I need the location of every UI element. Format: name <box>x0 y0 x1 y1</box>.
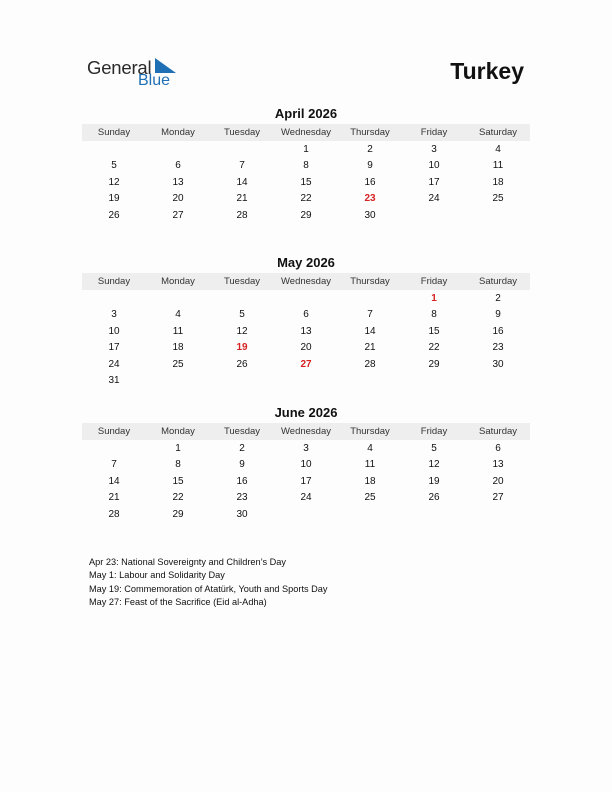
day-cell: 14 <box>364 325 376 337</box>
day-cell: 5 <box>111 160 117 172</box>
month-title: April 2026 <box>274 106 338 121</box>
weekday-label: Saturday <box>478 276 518 287</box>
weekday-label: Friday <box>420 127 448 138</box>
day-cell: 6 <box>303 309 309 321</box>
day-cell: 10 <box>300 459 312 471</box>
weekday-label: Tuesday <box>223 127 261 138</box>
day-cell: 17 <box>300 475 312 487</box>
empty-day-cell <box>402 208 466 224</box>
holiday-note: May 27: Feast of the Sacrifice (Eid al-Adha) <box>89 597 267 608</box>
day-cell: 22 <box>172 492 184 504</box>
holiday-day-cell: 1 <box>431 293 437 304</box>
weekday-label: Friday <box>420 426 448 437</box>
day-cell: 9 <box>367 160 373 172</box>
empty-day-cell <box>146 142 210 158</box>
day-cell: 4 <box>495 144 501 155</box>
empty-day-cell <box>466 373 530 389</box>
day-cell: 16 <box>492 325 504 337</box>
weekday-label: Saturday <box>478 127 518 138</box>
day-cell: 25 <box>364 492 376 504</box>
day-cell: 4 <box>367 443 373 454</box>
empty-day-cell <box>466 507 530 523</box>
day-cell: 21 <box>108 492 120 504</box>
day-cell: 7 <box>239 160 245 172</box>
day-cell: 14 <box>236 176 248 188</box>
day-cell: 18 <box>364 475 376 487</box>
holiday-day-cell: 23 <box>364 193 376 205</box>
holiday-note: May 1: Labour and Solidarity Day <box>89 570 225 581</box>
weekday-label: Wednesday <box>281 276 331 287</box>
generalblue-logo <box>87 55 187 91</box>
day-cell: 9 <box>495 309 501 321</box>
empty-day-cell <box>338 373 402 389</box>
day-cell: 28 <box>108 508 120 520</box>
month-title: May 2026 <box>277 255 335 270</box>
day-cell: 8 <box>303 160 309 172</box>
empty-day-cell <box>210 142 274 158</box>
day-cell: 19 <box>108 193 120 205</box>
day-cell: 18 <box>492 176 504 188</box>
day-cell: 11 <box>172 325 184 337</box>
day-cell: 16 <box>236 475 248 487</box>
weekday-label: Monday <box>161 426 195 437</box>
empty-day-cell <box>274 291 338 307</box>
day-cell: 30 <box>236 508 248 520</box>
weekday-label: Monday <box>161 276 195 287</box>
day-cell: 27 <box>172 209 184 221</box>
empty-day-cell <box>402 507 466 523</box>
day-cell: 5 <box>431 443 437 454</box>
day-cell: 17 <box>428 176 440 188</box>
day-cell: 15 <box>300 176 312 188</box>
holiday-note: May 19: Commemoration of Atatürk, Youth and Sports Day <box>89 583 328 594</box>
day-cell: 12 <box>428 459 440 471</box>
weekday-label: Sunday <box>97 127 131 138</box>
day-cell: 18 <box>172 342 184 354</box>
day-cell: 3 <box>111 309 117 321</box>
day-cell: 6 <box>175 160 181 172</box>
logo-text-blue: Blue <box>138 72 171 89</box>
empty-day-cell <box>274 373 338 389</box>
weekday-label: Wednesday <box>281 127 331 138</box>
day-cell: 25 <box>172 358 184 370</box>
day-grid <box>82 141 530 224</box>
month-may <box>82 255 530 389</box>
day-cell: 30 <box>364 209 376 221</box>
day-cell: 12 <box>108 176 120 188</box>
day-cell: 24 <box>300 492 312 504</box>
weekday-label: Sunday <box>97 276 131 287</box>
holiday-note: Apr 23: National Sovereignty and Children’s Day <box>89 557 286 567</box>
day-cell: 21 <box>236 193 248 205</box>
day-cell: 10 <box>108 325 120 337</box>
empty-day-cell <box>338 507 402 523</box>
day-cell: 11 <box>492 160 504 172</box>
day-cell: 1 <box>175 443 181 454</box>
weekday-label: Thursday <box>350 127 390 138</box>
day-cell: 22 <box>300 193 312 205</box>
day-cell: 30 <box>492 358 504 370</box>
weekday-label: Saturday <box>478 426 518 437</box>
weekday-label: Wednesday <box>281 426 331 437</box>
day-cell: 13 <box>492 459 504 471</box>
holiday-day-cell: 19 <box>236 342 248 354</box>
month-june <box>82 405 530 523</box>
empty-day-cell <box>146 373 210 389</box>
day-cell: 27 <box>492 492 504 504</box>
day-cell: 19 <box>428 475 440 487</box>
day-cell: 29 <box>300 209 312 221</box>
weekday-label: Thursday <box>350 426 390 437</box>
holiday-day-cell: 27 <box>300 358 312 370</box>
logo-text-general: General <box>87 57 152 78</box>
weekday-header <box>82 423 530 440</box>
day-cell: 10 <box>428 160 440 172</box>
day-cell: 5 <box>239 309 245 321</box>
day-cell: 8 <box>175 459 181 471</box>
day-cell: 12 <box>236 325 248 337</box>
day-cell: 1 <box>303 144 309 155</box>
day-cell: 20 <box>492 475 504 487</box>
day-cell: 6 <box>495 443 501 454</box>
empty-day-cell <box>466 208 530 224</box>
weekday-label: Sunday <box>97 426 131 437</box>
day-cell: 29 <box>428 358 440 370</box>
day-cell: 28 <box>364 358 376 370</box>
day-cell: 21 <box>364 342 376 354</box>
day-cell: 28 <box>236 209 248 221</box>
day-cell: 15 <box>428 325 440 337</box>
day-grid <box>82 290 530 389</box>
day-cell: 11 <box>364 459 376 471</box>
day-cell: 2 <box>495 293 501 304</box>
day-cell: 2 <box>367 144 373 155</box>
empty-day-cell <box>210 373 274 389</box>
empty-day-cell <box>146 291 210 307</box>
day-cell: 13 <box>300 325 312 337</box>
day-cell: 15 <box>172 475 184 487</box>
day-cell: 7 <box>111 459 117 471</box>
month-title: June 2026 <box>274 405 338 420</box>
day-cell: 7 <box>367 309 373 321</box>
day-cell: 20 <box>300 342 312 354</box>
day-cell: 9 <box>239 459 245 471</box>
country-title: Turkey <box>450 58 524 84</box>
day-cell: 23 <box>492 342 504 354</box>
day-cell: 24 <box>428 193 440 205</box>
day-cell: 26 <box>236 358 248 370</box>
day-cell: 4 <box>175 309 181 321</box>
empty-day-cell <box>82 291 146 307</box>
weekday-label: Monday <box>161 127 195 138</box>
day-grid <box>82 440 530 523</box>
day-cell: 3 <box>431 144 437 155</box>
day-cell: 17 <box>108 342 120 354</box>
day-cell: 25 <box>492 193 504 205</box>
weekday-header <box>82 124 530 141</box>
day-cell: 29 <box>172 508 184 520</box>
month-april <box>82 106 530 224</box>
empty-day-cell <box>82 142 146 158</box>
day-cell: 31 <box>108 374 120 386</box>
day-cell: 20 <box>172 193 184 205</box>
day-cell: 23 <box>236 492 248 504</box>
day-cell: 24 <box>108 358 120 370</box>
day-cell: 3 <box>303 443 309 454</box>
day-cell: 16 <box>364 176 376 188</box>
weekday-label: Tuesday <box>223 276 261 287</box>
day-cell: 13 <box>172 176 184 188</box>
day-cell: 8 <box>431 309 437 321</box>
weekday-header <box>82 273 530 290</box>
day-cell: 2 <box>239 443 245 454</box>
weekday-label: Tuesday <box>223 426 261 437</box>
empty-day-cell <box>210 291 274 307</box>
empty-day-cell <box>82 441 146 457</box>
holiday-notes <box>89 556 329 610</box>
empty-day-cell <box>274 507 338 523</box>
day-cell: 14 <box>108 475 120 487</box>
day-cell: 26 <box>428 492 440 504</box>
empty-day-cell <box>402 373 466 389</box>
weekday-label: Friday <box>420 276 448 287</box>
day-cell: 22 <box>428 342 440 354</box>
empty-day-cell <box>338 291 402 307</box>
day-cell: 26 <box>108 209 120 221</box>
weekday-label: Thursday <box>350 276 390 287</box>
